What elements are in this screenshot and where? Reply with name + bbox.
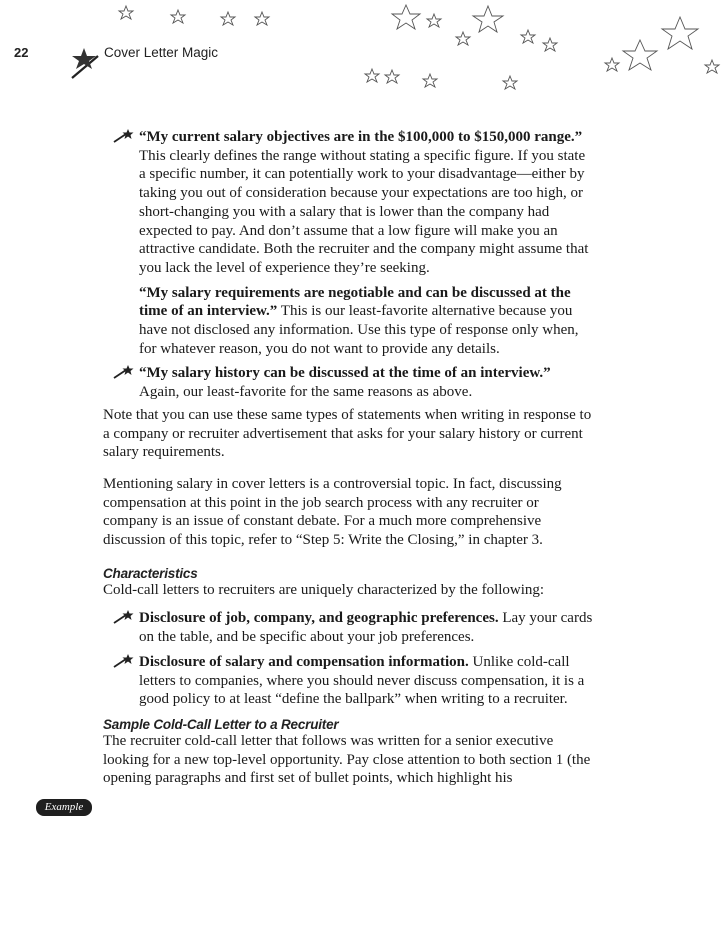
page-number: 22 bbox=[14, 45, 29, 60]
body-paragraph: Note that you can use these same types of statements when writing in response to a company or recruiter advertisement that asks for your salary history or current salary requirements. bbox=[103, 406, 592, 461]
bullet-lead: “My current salary objectives are in the $100,000 to $150,000 range.” bbox=[139, 129, 583, 145]
bullet-text: Unlike cold-call letters to companies, where you should never discuss compensation, it is a good policy to at least “define the ballpark” when writing to a recruiter. bbox=[139, 653, 585, 708]
section-heading: Sample Cold-Call Letter to a Recruiter bbox=[103, 716, 339, 732]
bullet-lead: “My salary history can be discussed at the time of an interview.” bbox=[139, 365, 551, 382]
bullet-item bbox=[103, 128, 593, 278]
bullet-item bbox=[103, 609, 593, 646]
wand-bullet-icon bbox=[113, 365, 135, 379]
section-heading: Characteristics bbox=[103, 565, 198, 581]
running-title: Cover Letter Magic bbox=[104, 45, 219, 60]
wand-bullet-icon bbox=[113, 610, 135, 624]
page-header bbox=[0, 0, 728, 100]
bullet-text: This clearly defines the range without stating a specific figure. If you state a specific number, it can potentially work to your disadvantage—either by taking you out of consideration because your expectations are too high, or short-changing you with a salary that is lower than the company had expected to pay. And don’t assume that a low figure will make you an attractive candidate. Both the recruiter and the company might assume that you lack the level of experience they’re seeking. bbox=[139, 147, 589, 276]
bullet-item bbox=[103, 364, 593, 401]
bullet-text: Again, our least-favorite for the same reasons as above. bbox=[139, 384, 473, 401]
section-intro: Cold-call letters to recruiters are uniquely characterized by the following: bbox=[103, 581, 545, 598]
wand-bullet-icon bbox=[113, 129, 135, 143]
bullet-text: Lay your cards on the table, and be specific about your job preferences. bbox=[139, 610, 593, 646]
example-badge: Example bbox=[36, 799, 92, 816]
bullet-text: This is our least-favorite alternative because you have not disclosed any information. Use this type of response only when, for whatever reason, you do not want to provide any details. bbox=[139, 303, 579, 357]
bullet-lead: Disclosure of salary and compensation information. bbox=[139, 653, 469, 670]
body-paragraph: The recruiter cold-call letter that follows was written for a senior executive looking for a new top-level opportunity. Pay close attention to both section 1 (the opening paragraphs and first set of bullet points, which highlight his bbox=[103, 732, 591, 787]
page-body bbox=[103, 128, 593, 788]
bullet-lead: “My salary requirements are negotiable and can be discussed at the time of an interview.” bbox=[139, 284, 571, 320]
bullet-lead: Disclosure of job, company, and geographic preferences. bbox=[139, 610, 499, 627]
bullet-item bbox=[103, 284, 593, 359]
bullet-item bbox=[103, 653, 593, 709]
wand-bullet-icon bbox=[113, 654, 135, 668]
body-paragraph: Mentioning salary in cover letters is a controversial topic. In fact, discussing compensation at this point in the job search process with any recruiter or company is an issue of constant debate. For a much more comprehensive discussion of this topic, refer to “Step 5: Write the Closing,” in chapter 3. bbox=[103, 475, 562, 549]
